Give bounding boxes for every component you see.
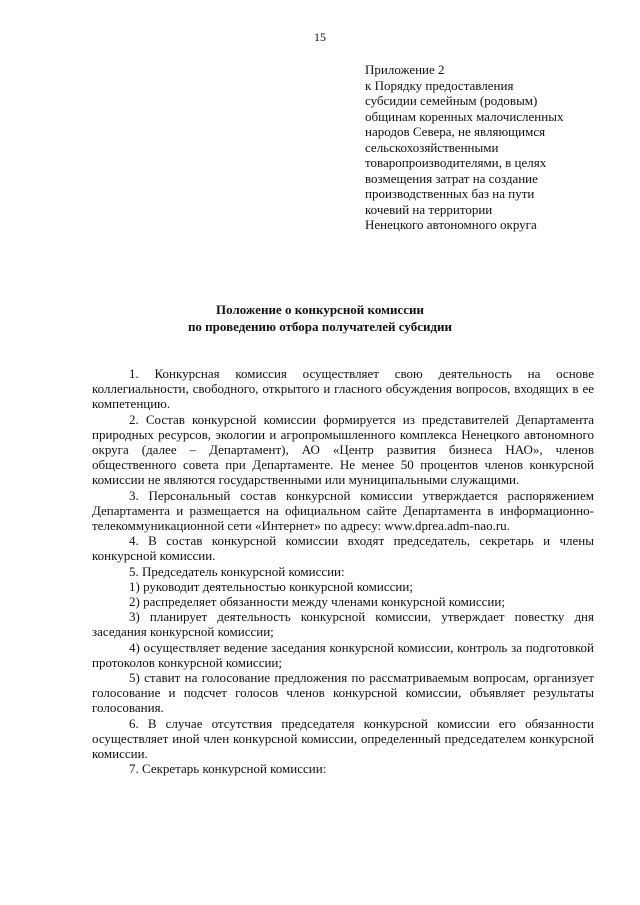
page-number: 15 (314, 30, 326, 44)
paragraph: 2. Состав конкурсной комиссии формируется из представителей Департамента природных ресурсов, экологии и агропромышленного комплекса Ненецкого автономного округа (далее – Департамент), АО «Центр развития бизнеса НАО», членов общественного совета при Департаменте. Не менее 50 процентов членов конкурсной комиссии не являются государственными или муниципальными служащими. (92, 411, 594, 488)
paragraph: 7. Секретарь конкурсной комиссии: (129, 761, 327, 777)
appendix-line: Ненецкого автономного округа (365, 217, 537, 232)
paragraph: 1. Конкурсная комиссия осуществляет свою деятельность на основе коллегиальности, свободного, открытого и гласного обсуждения вопросов, входящих в ее компетенцию. (92, 366, 594, 412)
appendix-line: возмещения затрат на создание (365, 170, 538, 186)
appendix-line: народов Севера, не являющимся (365, 124, 546, 139)
list-item: 5) ставит на голосование предложения по рассматриваемым вопросам, организует голосование и подсчет голосов членов конкурсной комиссии, объявляет результаты голосования. (92, 670, 594, 716)
list-item: 1) руководит деятельностью конкурсной комиссии; (129, 578, 413, 594)
document-body (92, 366, 594, 776)
title-line: по проведению отбора получателей субсидии (187, 319, 453, 334)
paragraph: 4. В состав конкурсной комиссии входят председатель, секретарь и члены конкурсной комиссии. (92, 533, 594, 564)
paragraph: 5. Председатель конкурсной комиссии: (129, 563, 345, 579)
list-item: 2) распределяет обязанности между членами конкурсной комиссии; (129, 594, 505, 610)
list-item: 3) планирует деятельность конкурсной комиссии, утверждает повестку дня заседания конкурсной комиссии; (92, 609, 594, 640)
appendix-line: кочевий на территории (365, 201, 493, 217)
list-item: 4) осуществляет ведение заседания конкурсной комиссии, контроль за подготовкой протоколов конкурсной комиссии; (92, 639, 594, 670)
appendix-line: сельскохозяйственными (365, 139, 499, 155)
title-line: Положение о конкурсной комиссии (216, 302, 424, 317)
appendix-line: к Порядку предоставления (365, 77, 514, 93)
appendix-line: товаропроизводителями, в целях (365, 155, 547, 170)
appendix-header (365, 62, 620, 233)
paragraph: 6. В случае отсутствия председателя конкурсной комиссии его обязанности осуществляет иной член конкурсной комиссии, определенный председателем конкурсной комиссии. (92, 715, 594, 762)
appendix-line: общинам коренных малочисленных (365, 108, 564, 124)
paragraph: 3. Персональный состав конкурсной комиссии утверждается распоряжением Департамента и размещается на официальном сайте Департамента в информационно-телекоммуникационной сети «Интернет» по адресу: www.dprea.adm-nao.ru. (92, 487, 594, 534)
document-title (0, 301, 640, 335)
appendix-line: производственных баз на пути (365, 186, 535, 201)
appendix-line: Приложение 2 (365, 62, 445, 77)
appendix-line: субсидии семейным (родовым) (365, 93, 538, 108)
